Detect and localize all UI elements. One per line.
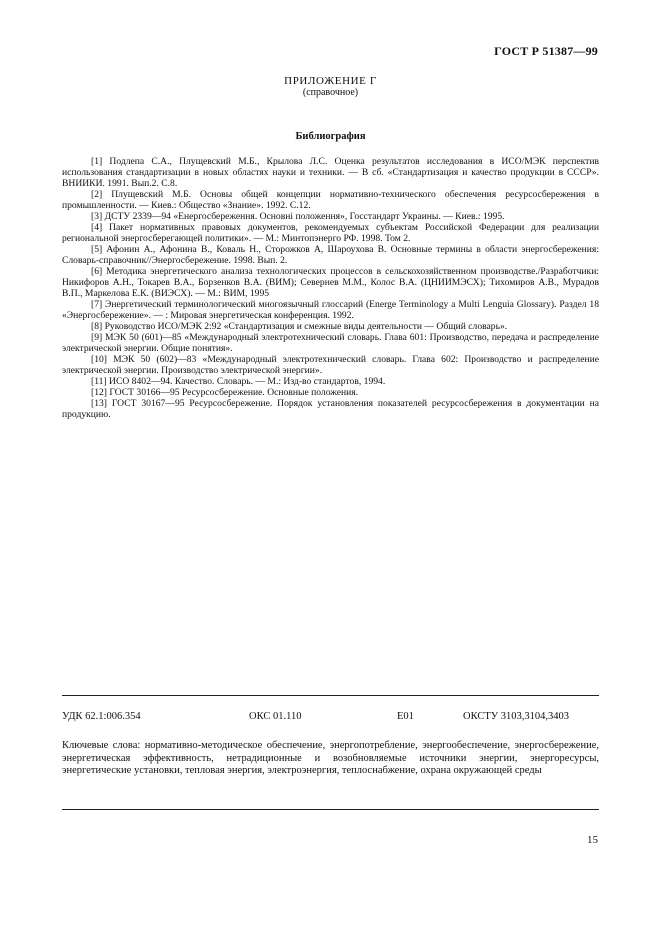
bibliography-item: [13] ГОСТ 30167—95 Ресурсосбережение. Порядок установления показателей ресурсосбережения в документации на продукцию.: [62, 398, 599, 420]
bibliography-item: [8] Руководство ИСО/МЭК 2:92 «Стандартизация и смежные виды деятельности — Общий словарь».: [91, 321, 508, 332]
top-divider: [62, 695, 599, 696]
bibliography-item: [4] Пакет нормативных правовых документов, рекомендуемых субъектам Российской Федерации для реализации региональной энергосберегающей политики». — М.: Минтопэнерго РФ. 1998. Том 2.: [62, 222, 599, 244]
bibliography-item: [12] ГОСТ 30166—95 Ресурсосбережение. Основные положения.: [91, 387, 359, 398]
standard-code: ГОСТ Р 51387—99: [494, 44, 598, 58]
bibliography-list: [62, 156, 599, 420]
bibliography-item: [11] ИСО 8402—94. Качество. Словарь. — М.: Изд-во стандартов, 1994.: [91, 376, 386, 387]
bibliography-item: [1] Подлепа С.А., Плущевский М.Б., Крылова Л.С. Оценка результатов исследования в ИСО/МЭК перспектив использования стандартизации в новых областях науки и техники. — В сб. «Стандартизация и качество продукции в СССР». ВНИИКИ. 1991. Вып.2. С.8.: [62, 156, 599, 189]
bibliography-item: [3] ДСТУ 2339—94 «Енергосбереження. Основнi положення», Госстандарт Украины. — Киев.: 1995.: [91, 211, 505, 222]
bibliography-item: [2] Плущевский М.Б. Основы общей концепции нормативно-технического обеспечения ресурсосбережения в промышленности. — Киев.: Общество «Знание». 1992. С.12.: [62, 189, 599, 211]
appendix-subtitle: (справочное): [302, 87, 359, 98]
keywords-paragraph: Ключевые слова: нормативно-методическое обеспечение, энергопотребление, энергообеспечение, энергосбережение, энергетическая эффективность, нетрадиционные и возобновляемые источники энергии, энергоресурсы, энергетические установки, тепловая энергия, электроэнергия, теплоснабжение, охрана окружающей среды: [62, 740, 599, 776]
bibliography-item: [6] Методика энергетического анализа технологических процессов в сельскохозяйственном производстве./Разработчики: Никифоров А.Н., Токарев В.А., Борзенков В.А. (ВИМ); Севернев М.М., Колос В.А. (ЦНИИМЭСХ); Тихомиров А.В., Мурадов В.П., Маркелова Е.К. (ВИЭСХ). — М.: ВИМ, 1995: [62, 266, 599, 299]
bottom-divider: [62, 809, 599, 810]
appendix-title: ПРИЛОЖЕНИЕ Г: [284, 75, 377, 87]
oks-code: ОКС 01.110: [249, 711, 302, 722]
bibliography-item: [10] МЭК 50 (602)—83 «Международный электротехнический словарь. Глава 602: Производство и распределение электрической энергии. Производство электрической энергии».: [62, 354, 599, 376]
group-code: Е01: [397, 711, 414, 722]
okstu-code: ОКСТУ 3103,3104,3403: [463, 711, 570, 722]
bibliography-item: [9] МЭК 50 (601)—85 «Международный электротехнический словарь. Глава 601: Производство, передача и распределение электрической энергии. Общие понятия».: [62, 332, 599, 354]
bibliography-heading: Библиография: [295, 131, 366, 142]
bibliography-item: [5] Афонин А., Афонина В., Коваль Н., Сторожков А, Шароухова В. Основные термины в области энергосбережения: Словарь-справочник//Энергосбережение. 1998. Вып. 2.: [62, 244, 599, 266]
bibliography-item: [7] Энергетический терминологический многоязычный глоссарий (Energe Terminology a Multi Lenguia Glossary). Раздел 18 «Энергосбережение». — : Мировая энергетическая конференция. 1992.: [62, 299, 599, 321]
udk-code: УДК 62.1:006.354: [62, 711, 141, 722]
page-number: 15: [587, 834, 598, 846]
